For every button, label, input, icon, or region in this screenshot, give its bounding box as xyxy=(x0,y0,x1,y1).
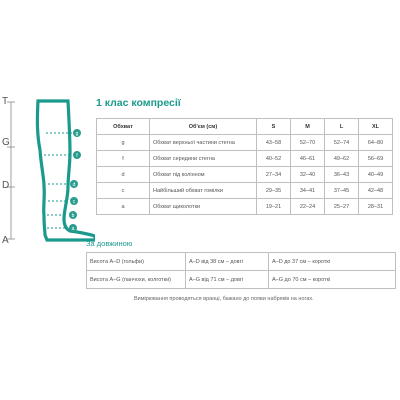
cell-xl: 28–31 xyxy=(359,199,393,215)
point-label-d: d xyxy=(72,182,76,188)
cell-l: 37–45 xyxy=(325,183,359,199)
length-row-long: A–G від 71 см – довгі xyxy=(186,271,269,289)
cell-s: 40–52 xyxy=(257,151,291,167)
leg-silhouette xyxy=(37,101,95,240)
row-desc: Обхват під колінном xyxy=(150,167,257,183)
cell-l: 36–43 xyxy=(325,167,359,183)
size-table-header-row xyxy=(97,119,393,135)
axis-letter-t: T xyxy=(2,96,9,107)
table-row xyxy=(97,135,393,151)
header-girth: Обхват xyxy=(97,119,150,135)
header-size-l: L xyxy=(325,119,359,135)
row-key: a xyxy=(97,199,150,215)
row-desc: Обхват середини стегна xyxy=(150,151,257,167)
row-key: d xyxy=(97,167,150,183)
cell-s: 29–35 xyxy=(257,183,291,199)
axis-letter-a: A xyxy=(2,235,9,246)
size-table xyxy=(96,118,393,215)
table-row xyxy=(97,199,393,215)
row-key: f xyxy=(97,151,150,167)
point-marker-c xyxy=(70,197,78,205)
point-marker-d xyxy=(70,180,78,188)
length-row-label: Висота A–D (гольфи) xyxy=(87,253,186,271)
cell-m: 46–61 xyxy=(291,151,325,167)
cell-m: 32–40 xyxy=(291,167,325,183)
cell-l: 52–74 xyxy=(325,135,359,151)
row-desc: Обхват щиколотки xyxy=(150,199,257,215)
table-row xyxy=(97,151,393,167)
point-marker-f xyxy=(73,151,81,159)
cell-xl: 56–69 xyxy=(359,151,393,167)
point-label-b: b xyxy=(71,213,75,219)
cell-xl: 42–48 xyxy=(359,183,393,199)
header-size-m: M xyxy=(291,119,325,135)
point-label-a: a xyxy=(71,226,75,232)
footnote: Вимірювання проводяться вранці, бажано до появи набряків на ногах. xyxy=(134,296,314,302)
row-desc: Обхват верхньої частини стегна xyxy=(150,135,257,151)
cell-s: 19–21 xyxy=(257,199,291,215)
cell-l: 25–27 xyxy=(325,199,359,215)
cell-l: 49–62 xyxy=(325,151,359,167)
cell-m: 52–70 xyxy=(291,135,325,151)
length-section-title: За довжиною xyxy=(86,239,133,248)
table-row xyxy=(97,183,393,199)
point-marker-g xyxy=(73,129,81,137)
axis-letter-g: G xyxy=(2,137,10,148)
row-desc: Найбільший обхват гомілки xyxy=(150,183,257,199)
table-row xyxy=(97,167,393,183)
row-key: c xyxy=(97,183,150,199)
length-row-short: A–G до 70 см – короткі xyxy=(269,271,396,289)
point-label-f: f xyxy=(76,153,78,159)
length-row-label: Висота A–G (панчохи, колготки) xyxy=(87,271,186,289)
point-label-g: g xyxy=(75,131,79,137)
cell-s: 43–58 xyxy=(257,135,291,151)
length-row-short: A–D до 37 см – короткі xyxy=(269,253,396,271)
length-row-long: A–D від 38 см – довгі xyxy=(186,253,269,271)
cell-s: 27–34 xyxy=(257,167,291,183)
header-volume: Об'єм (см) xyxy=(150,119,257,135)
point-label-c: c xyxy=(72,199,76,205)
cell-m: 34–41 xyxy=(291,183,325,199)
row-key: g xyxy=(97,135,150,151)
point-marker-a xyxy=(69,224,77,232)
page-title: 1 клас компресії xyxy=(96,97,181,109)
cell-xl: 64–80 xyxy=(359,135,393,151)
point-marker-b xyxy=(69,211,77,219)
table-row xyxy=(87,253,396,271)
length-table xyxy=(86,252,396,289)
leg-diagram xyxy=(0,0,95,250)
table-row xyxy=(87,271,396,289)
cell-m: 22–24 xyxy=(291,199,325,215)
cell-xl: 40–49 xyxy=(359,167,393,183)
header-size-xl: XL xyxy=(359,119,393,135)
header-size-s: S xyxy=(257,119,291,135)
axis-letter-d: D xyxy=(2,180,10,191)
